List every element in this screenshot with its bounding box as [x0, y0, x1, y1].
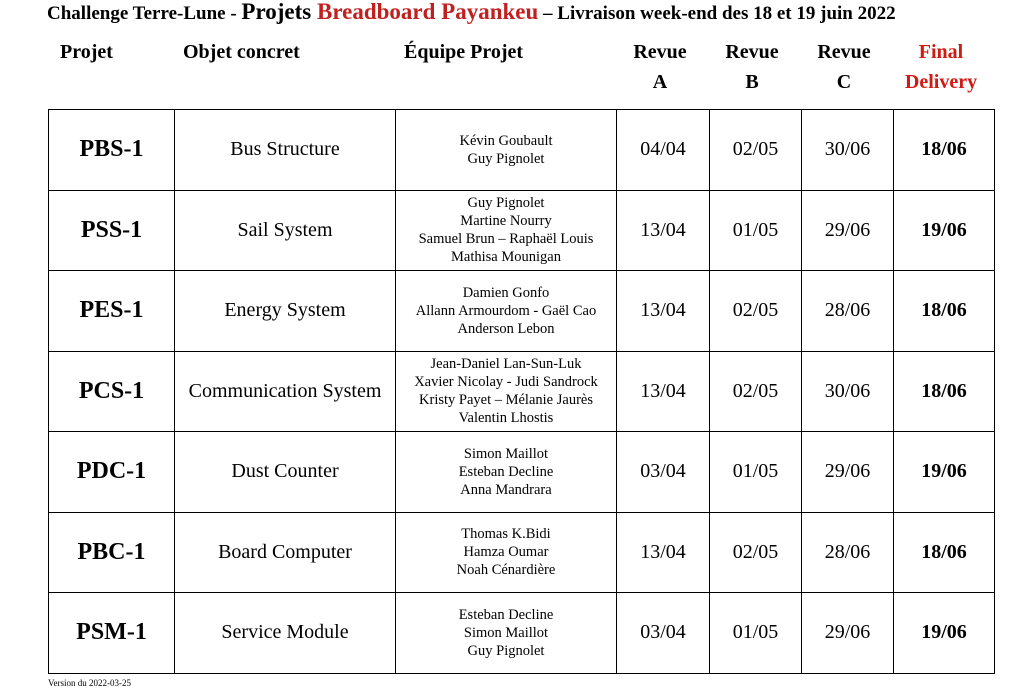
- header-projet: Projet: [60, 41, 113, 63]
- team-members: [396, 432, 617, 513]
- review-a-date: 03/04: [617, 432, 710, 513]
- review-c-date: 29/06: [802, 190, 894, 271]
- table-row: [49, 593, 995, 674]
- header-revue-c-line1: Revue: [817, 41, 871, 63]
- team-member: Allann Armourdom - Gaël Cao: [415, 302, 597, 319]
- team-member: Jean-Daniel Lan-Sun-Luk: [430, 356, 582, 373]
- team-member: Xavier Nicolay - Judi Sandrock: [414, 374, 598, 391]
- team-member: Kristy Payet – Mélanie Jaurès: [419, 392, 593, 409]
- team-member: Esteban Decline: [458, 463, 554, 480]
- project-code: PSM-1: [49, 593, 175, 674]
- team-member: Hamza Oumar: [463, 544, 549, 561]
- header-revue-a-line2: A: [652, 71, 668, 93]
- header-revue-a-line1: Revue: [633, 41, 687, 63]
- object-name: Dust Counter: [175, 432, 396, 513]
- table-row: [49, 512, 995, 593]
- project-code: PES-1: [49, 271, 175, 352]
- title-delivery: – Livraison week-end des 18 et 19 juin 2022: [538, 3, 896, 24]
- team-member: Simon Maillot: [463, 445, 549, 462]
- project-code: PBS-1: [49, 110, 175, 191]
- review-b-date: 01/05: [710, 190, 802, 271]
- team-member: Noah Cénardière: [456, 562, 556, 579]
- table-row: [49, 190, 995, 271]
- review-c-date: 29/06: [802, 593, 894, 674]
- header-revue-b-line2: B: [745, 71, 759, 93]
- projects-table-body: [49, 110, 995, 674]
- team-member: Thomas K.Bidi: [461, 526, 551, 543]
- team-member: Samuel Brun – Raphaël Louis: [418, 231, 594, 248]
- final-delivery-date: 18/06: [894, 110, 995, 191]
- team-member: Kévin Goubault: [459, 132, 553, 149]
- object-name: Communication System: [175, 351, 396, 432]
- title-projets: Projets: [241, 0, 317, 24]
- final-delivery-date: 19/06: [894, 432, 995, 513]
- final-delivery-date: 18/06: [894, 512, 995, 593]
- project-code: PCS-1: [49, 351, 175, 432]
- review-b-date: 01/05: [710, 593, 802, 674]
- team-members: [396, 190, 617, 271]
- team-member: Martine Nourry: [460, 213, 552, 230]
- header-objet: Objet concret: [183, 41, 300, 63]
- header-revue-b-line1: Revue: [725, 41, 779, 63]
- title-prefix: Challenge Terre-Lune -: [47, 3, 242, 24]
- header-final-delivery: [888, 37, 994, 97]
- table-row: [49, 351, 995, 432]
- project-code: PDC-1: [49, 432, 175, 513]
- projects-table: [48, 109, 995, 674]
- review-c-date: 30/06: [802, 110, 894, 191]
- header-revue-b: [706, 37, 798, 97]
- version-footer: Version du 2022-03-25: [48, 678, 131, 688]
- table-row: [49, 110, 995, 191]
- review-a-date: 13/04: [617, 271, 710, 352]
- review-c-date: 29/06: [802, 432, 894, 513]
- final-delivery-date: 19/06: [894, 190, 995, 271]
- team-members: [396, 271, 617, 352]
- review-b-date: 01/05: [710, 432, 802, 513]
- final-delivery-date: 18/06: [894, 351, 995, 432]
- team-member: Anderson Lebon: [457, 320, 555, 337]
- title-project-name: Breadboard Payankeu: [316, 0, 539, 24]
- header-final-line1: Final: [918, 41, 964, 63]
- review-c-date: 28/06: [802, 512, 894, 593]
- review-b-date: 02/05: [710, 271, 802, 352]
- team-member: Damien Gonfo: [462, 284, 550, 301]
- team-member: Mathisa Mounigan: [451, 249, 561, 266]
- header-revue-a: [614, 37, 706, 97]
- final-delivery-date: 18/06: [894, 271, 995, 352]
- team-member: Guy Pignolet: [467, 642, 545, 659]
- review-a-date: 13/04: [617, 512, 710, 593]
- object-name: Service Module: [175, 593, 396, 674]
- team-member: Guy Pignolet: [467, 195, 545, 212]
- team-members: [396, 110, 617, 191]
- team-member: Guy Pignolet: [467, 150, 545, 167]
- review-b-date: 02/05: [710, 512, 802, 593]
- review-c-date: 28/06: [802, 271, 894, 352]
- header-final-line2: Delivery: [904, 71, 978, 93]
- review-a-date: 04/04: [617, 110, 710, 191]
- table-row: [49, 432, 995, 513]
- object-name: Energy System: [175, 271, 396, 352]
- team-members: [396, 593, 617, 674]
- table-row: [49, 271, 995, 352]
- review-c-date: 30/06: [802, 351, 894, 432]
- final-delivery-date: 19/06: [894, 593, 995, 674]
- header-revue-c: [798, 37, 890, 97]
- object-name: Sail System: [175, 190, 396, 271]
- team-members: [396, 351, 617, 432]
- team-member: Simon Maillot: [463, 624, 549, 641]
- object-name: Board Computer: [175, 512, 396, 593]
- header-equipe: Équipe Projet: [404, 41, 524, 63]
- team-members: [396, 512, 617, 593]
- team-member: Valentin Lhostis: [458, 410, 554, 427]
- project-code: PBC-1: [49, 512, 175, 593]
- review-b-date: 02/05: [710, 110, 802, 191]
- review-a-date: 13/04: [617, 190, 710, 271]
- review-a-date: 03/04: [617, 593, 710, 674]
- header-revue-c-line2: C: [836, 71, 852, 93]
- document-title: [47, 0, 1007, 26]
- review-a-date: 13/04: [617, 351, 710, 432]
- project-code: PSS-1: [49, 190, 175, 271]
- review-b-date: 02/05: [710, 351, 802, 432]
- team-member: Esteban Decline: [458, 606, 554, 623]
- team-member: Anna Mandrara: [460, 481, 552, 498]
- object-name: Bus Structure: [175, 110, 396, 191]
